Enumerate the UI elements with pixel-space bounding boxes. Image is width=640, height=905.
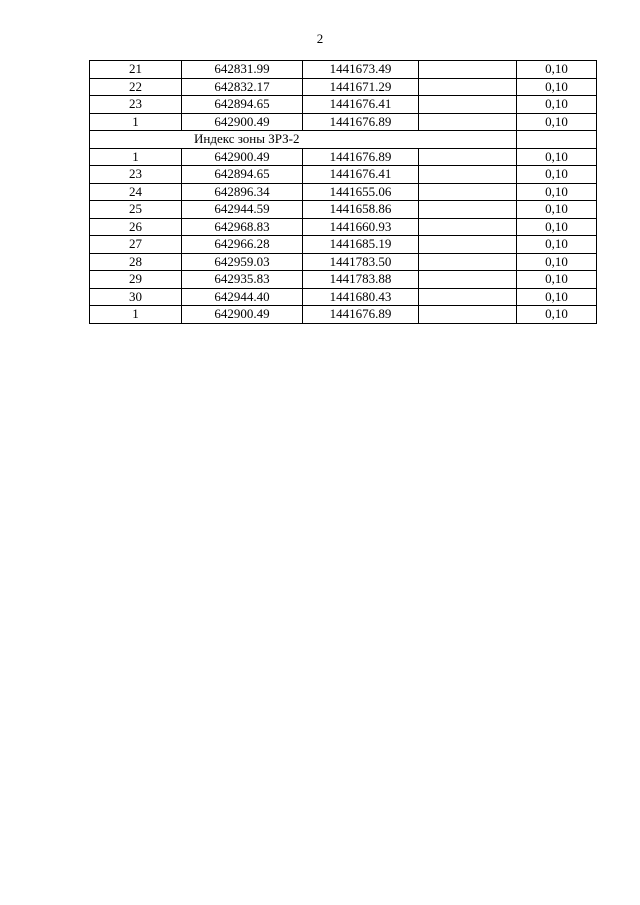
- x-coordinate-cell: 642944.59: [182, 201, 303, 219]
- accuracy-cell: 0,10: [517, 96, 597, 114]
- coordinates-table-body: [90, 61, 597, 324]
- table-row: [90, 166, 597, 184]
- table-row: [90, 236, 597, 254]
- table-row: [90, 271, 597, 289]
- empty-cell: [419, 271, 517, 289]
- x-coordinate-cell: 642832.17: [182, 78, 303, 96]
- y-coordinate-cell: 1441676.89: [303, 306, 419, 324]
- table-row: [90, 288, 597, 306]
- empty-cell: [419, 306, 517, 324]
- table-row: [90, 253, 597, 271]
- x-coordinate-cell: 642900.49: [182, 113, 303, 131]
- accuracy-cell: 0,10: [517, 78, 597, 96]
- accuracy-cell: 0,10: [517, 236, 597, 254]
- x-coordinate-cell: 642831.99: [182, 61, 303, 79]
- point-number-cell: 30: [90, 288, 182, 306]
- table-row: [90, 306, 597, 324]
- x-coordinate-cell: 642894.65: [182, 96, 303, 114]
- accuracy-cell: 0,10: [517, 306, 597, 324]
- x-coordinate-cell: 642968.83: [182, 218, 303, 236]
- point-number-cell: 22: [90, 78, 182, 96]
- accuracy-cell: 0,10: [517, 166, 597, 184]
- point-number-cell: 1: [90, 148, 182, 166]
- accuracy-cell: 0,10: [517, 61, 597, 79]
- point-number-cell: 26: [90, 218, 182, 236]
- y-coordinate-cell: 1441783.50: [303, 253, 419, 271]
- zone-header-row: [90, 131, 597, 149]
- accuracy-cell: 0,10: [517, 113, 597, 131]
- y-coordinate-cell: 1441783.88: [303, 271, 419, 289]
- y-coordinate-cell: 1441676.41: [303, 96, 419, 114]
- empty-cell: [419, 183, 517, 201]
- empty-cell: [419, 78, 517, 96]
- x-coordinate-cell: 642935.83: [182, 271, 303, 289]
- x-coordinate-cell: 642959.03: [182, 253, 303, 271]
- empty-cell: [517, 131, 597, 149]
- accuracy-cell: 0,10: [517, 271, 597, 289]
- y-coordinate-cell: 1441680.43: [303, 288, 419, 306]
- y-coordinate-cell: 1441655.06: [303, 183, 419, 201]
- point-number-cell: 21: [90, 61, 182, 79]
- y-coordinate-cell: 1441685.19: [303, 236, 419, 254]
- y-coordinate-cell: 1441671.29: [303, 78, 419, 96]
- empty-cell: [419, 201, 517, 219]
- page-number: 2: [316, 31, 324, 46]
- table-row: [90, 78, 597, 96]
- y-coordinate-cell: 1441673.49: [303, 61, 419, 79]
- table-row: [90, 96, 597, 114]
- accuracy-cell: 0,10: [517, 183, 597, 201]
- y-coordinate-cell: 1441676.41: [303, 166, 419, 184]
- point-number-cell: 23: [90, 166, 182, 184]
- empty-cell: [419, 61, 517, 79]
- x-coordinate-cell: 642944.40: [182, 288, 303, 306]
- empty-cell: [419, 166, 517, 184]
- accuracy-cell: 0,10: [517, 288, 597, 306]
- table-row: [90, 148, 597, 166]
- empty-cell: [419, 218, 517, 236]
- x-coordinate-cell: 642896.34: [182, 183, 303, 201]
- empty-cell: [419, 288, 517, 306]
- table-row: [90, 201, 597, 219]
- empty-cell: [419, 96, 517, 114]
- zone-header-cell: Индекс зоны ЗРЗ-2: [90, 131, 517, 149]
- empty-cell: [419, 253, 517, 271]
- point-number-cell: 29: [90, 271, 182, 289]
- point-number-cell: 23: [90, 96, 182, 114]
- y-coordinate-cell: 1441676.89: [303, 148, 419, 166]
- y-coordinate-cell: 1441676.89: [303, 113, 419, 131]
- x-coordinate-cell: 642966.28: [182, 236, 303, 254]
- empty-cell: [419, 236, 517, 254]
- table-row: [90, 183, 597, 201]
- table-row: [90, 113, 597, 131]
- coordinates-table: [89, 60, 597, 324]
- point-number-cell: 24: [90, 183, 182, 201]
- y-coordinate-cell: 1441660.93: [303, 218, 419, 236]
- x-coordinate-cell: 642900.49: [182, 306, 303, 324]
- point-number-cell: 28: [90, 253, 182, 271]
- x-coordinate-cell: 642894.65: [182, 166, 303, 184]
- y-coordinate-cell: 1441658.86: [303, 201, 419, 219]
- accuracy-cell: 0,10: [517, 148, 597, 166]
- table-row: [90, 61, 597, 79]
- point-number-cell: 1: [90, 306, 182, 324]
- accuracy-cell: 0,10: [517, 218, 597, 236]
- point-number-cell: 1: [90, 113, 182, 131]
- accuracy-cell: 0,10: [517, 201, 597, 219]
- accuracy-cell: 0,10: [517, 253, 597, 271]
- x-coordinate-cell: 642900.49: [182, 148, 303, 166]
- point-number-cell: 27: [90, 236, 182, 254]
- point-number-cell: 25: [90, 201, 182, 219]
- empty-cell: [419, 148, 517, 166]
- empty-cell: [419, 113, 517, 131]
- table-row: [90, 218, 597, 236]
